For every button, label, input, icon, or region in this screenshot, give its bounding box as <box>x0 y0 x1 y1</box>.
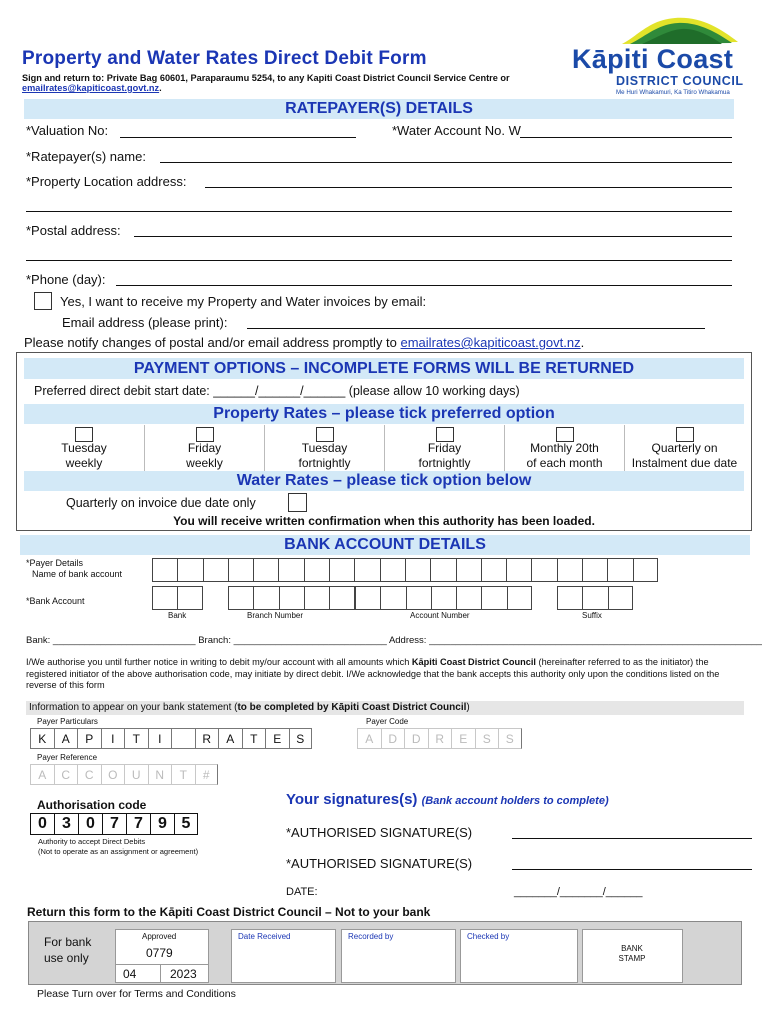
payer-reference-cell: U <box>124 764 148 785</box>
property-option-6 <box>624 425 744 471</box>
col-branch-label: Branch Number <box>247 611 304 620</box>
payer-reference-cell: # <box>195 764 219 785</box>
payer-reference-cell: A <box>30 764 54 785</box>
water-account-input[interactable] <box>520 137 732 138</box>
date-input[interactable]: _______/_______/______ <box>514 886 643 898</box>
bank-account-branch-box[interactable] <box>304 586 329 610</box>
payer-reference-cell: T <box>171 764 195 785</box>
phone-input[interactable] <box>116 285 732 286</box>
property-option-1 <box>24 425 144 471</box>
property-option-label: Friday weekly <box>186 441 223 470</box>
bank-account-branch-box[interactable] <box>228 586 253 610</box>
bank-account-account-box[interactable] <box>406 586 431 610</box>
payer-particulars-grid <box>30 728 312 749</box>
checked-by-label: Checked by <box>467 932 510 941</box>
bank-account-bank-box[interactable] <box>152 586 177 610</box>
payer-code-cell: R <box>428 728 452 749</box>
water-rates-heading: Water Rates – please tick option below <box>24 471 744 491</box>
payer-name-box[interactable] <box>456 558 481 582</box>
bank-account-account-box[interactable] <box>481 586 506 610</box>
authorisation-digit: 7 <box>126 813 150 835</box>
payer-reference-grid <box>30 764 218 785</box>
payer-name-box[interactable] <box>177 558 202 582</box>
bank-account-suffix-box[interactable] <box>608 586 633 610</box>
property-option-checkbox[interactable] <box>556 427 574 442</box>
payer-name-input[interactable] <box>152 558 658 582</box>
authorisation-digit: 0 <box>30 813 54 835</box>
bank-account-account-box[interactable] <box>431 586 456 610</box>
payer-particulars-cell: A <box>54 728 78 749</box>
email-address-input[interactable] <box>247 328 705 329</box>
start-date-label[interactable]: Preferred direct debit start date: ______/______/______ (please allow 10 working days) <box>34 384 520 398</box>
valuation-label: *Valuation No: <box>26 123 109 138</box>
phone-label: *Phone (day): <box>26 272 106 287</box>
payer-name-box[interactable] <box>582 558 607 582</box>
authorisation-digit: 0 <box>78 813 102 835</box>
authorisation-digit: 7 <box>102 813 126 835</box>
date-received-label: Date Received <box>238 932 291 941</box>
bank-account-account-box[interactable] <box>355 586 380 610</box>
payer-name-box[interactable] <box>253 558 278 582</box>
payer-particulars-cell: T <box>242 728 266 749</box>
bank-account-branch-box[interactable] <box>279 586 304 610</box>
signatures-heading: Your signatures(s) (Bank account holders to complete) <box>286 791 609 808</box>
turn-over-note: Please Turn over for Terms and Conditions <box>37 988 236 1000</box>
property-option-label: Tuesday weekly <box>61 441 107 470</box>
payer-particulars-cell: I <box>148 728 172 749</box>
payer-particulars-cell: A <box>218 728 242 749</box>
payer-name-box[interactable] <box>430 558 455 582</box>
water-option-checkbox[interactable] <box>288 493 307 512</box>
statement-info-bar: Information to appear on your bank statement (to be completed by Kāpiti Coast District Council) <box>26 701 744 715</box>
col-bank-label: Bank <box>168 611 187 620</box>
payer-name-box[interactable] <box>152 558 177 582</box>
property-option-label: Monthly 20th of each month <box>526 441 603 470</box>
payer-reference-label: Payer Reference <box>37 753 98 762</box>
water-account-label: *Water Account No. W <box>392 123 521 138</box>
authorisation-digit: 5 <box>174 813 198 835</box>
payer-reference-cell: C <box>54 764 78 785</box>
postal-address-input[interactable] <box>134 236 732 237</box>
bank-account-suffix-group <box>557 586 633 610</box>
date-label: DATE: <box>286 886 318 898</box>
bank-account-bank-box[interactable] <box>177 586 202 610</box>
property-option-2 <box>144 425 264 471</box>
email-opt-in-label: Yes, I want to receive my Property and Water invoices by email: <box>60 294 427 309</box>
return-email-link[interactable]: emailrates@kapiticoast.govt.nz <box>22 83 160 93</box>
recorded-by-label: Recorded by <box>348 932 394 941</box>
col-account-label: Account Number <box>410 611 470 620</box>
payer-code-cell: A <box>357 728 381 749</box>
payer-particulars-cell: R <box>195 728 219 749</box>
payer-code-cell: E <box>451 728 475 749</box>
property-location-input-line2[interactable] <box>26 211 732 212</box>
property-location-label: *Property Location address: <box>26 174 187 189</box>
payer-reference-cell: N <box>148 764 172 785</box>
approved-label: Approved <box>142 932 177 941</box>
payer-particulars-cell <box>171 728 195 749</box>
form-title: Property and Water Rates Direct Debit Form <box>22 48 427 69</box>
notify-text: Please notify changes of postal and/or email address promptly to emailrates@kapiticoast.govt.nz. <box>24 335 585 350</box>
postal-address-label: *Postal address: <box>26 223 121 238</box>
payer-reference-cell: C <box>77 764 101 785</box>
authorisation-code-digits <box>30 813 198 835</box>
email-opt-in-checkbox[interactable] <box>34 292 52 310</box>
bank-use-label: For bank use only <box>44 935 92 965</box>
property-option-4 <box>384 425 504 471</box>
authorisation-code-label: Authorisation code <box>37 798 147 812</box>
confirmation-note: You will receive written confirmation when this authority has been loaded. <box>173 514 595 528</box>
payer-name-box[interactable] <box>481 558 506 582</box>
valuation-input[interactable] <box>120 137 356 138</box>
bank-account-heading: BANK ACCOUNT DETAILS <box>20 535 750 555</box>
postal-address-input-line2[interactable] <box>26 260 732 261</box>
property-option-checkbox[interactable] <box>196 427 214 442</box>
property-rates-heading: Property Rates – please tick preferred option <box>24 404 744 424</box>
authorisation-digit: 3 <box>54 813 78 835</box>
approved-code: 0779 <box>146 946 173 960</box>
property-rates-options <box>24 425 744 471</box>
payer-particulars-cell: S <box>289 728 313 749</box>
payer-particulars-cell: P <box>77 728 101 749</box>
notify-email-link[interactable]: emailrates@kapiticoast.govt.nz <box>400 335 581 350</box>
payer-name-box[interactable] <box>506 558 531 582</box>
property-option-checkbox[interactable] <box>75 427 93 442</box>
payer-details-label: *Payer Details Name of bank account <box>26 558 123 579</box>
bank-account-account-box[interactable] <box>380 586 405 610</box>
payer-particulars-cell: T <box>124 728 148 749</box>
col-suffix-label: Suffix <box>582 611 602 620</box>
payer-name-box[interactable] <box>531 558 556 582</box>
approved-year: 2023 <box>170 967 197 981</box>
payer-name-box[interactable] <box>380 558 405 582</box>
signature-1-label: *AUTHORISED SIGNATURE(S) <box>286 825 473 840</box>
payer-particulars-cell: I <box>101 728 125 749</box>
logo-district-council: DISTRICT COUNCIL <box>616 74 744 88</box>
payer-code-cell: S <box>498 728 522 749</box>
payer-name-box[interactable] <box>228 558 253 582</box>
payer-name-box[interactable] <box>329 558 354 582</box>
bank-account-suffix-box[interactable] <box>582 586 607 610</box>
bank-account-suffix-box[interactable] <box>557 586 582 610</box>
payment-options-heading: PAYMENT OPTIONS – INCOMPLETE FORMS WILL BE RETURNED <box>24 358 744 379</box>
email-address-label: Email address (please print): <box>62 315 228 330</box>
approved-divider-v <box>160 964 161 983</box>
payer-reference-cell: O <box>101 764 125 785</box>
bank-account-account-box[interactable] <box>507 586 532 610</box>
authorisation-note: Authority to accept Direct Debits (Not to operate as an assignment or agreement) <box>38 837 199 856</box>
bank-account-branch-box[interactable] <box>329 586 354 610</box>
payer-name-box[interactable] <box>607 558 632 582</box>
payer-name-box[interactable] <box>354 558 379 582</box>
approved-divider <box>115 964 209 965</box>
payer-name-box[interactable] <box>405 558 430 582</box>
bank-stamp-label: BANK STAMP <box>618 944 646 963</box>
property-option-3 <box>264 425 384 471</box>
bank-branch-address-line[interactable]: Bank: ___________________________ Branch: _____________________________ Address: _______________________________________________________________ <box>26 635 762 646</box>
bank-account-account-box[interactable] <box>456 586 481 610</box>
payer-name-box[interactable] <box>278 558 303 582</box>
payer-particulars-cell: K <box>30 728 54 749</box>
payer-name-box[interactable] <box>304 558 329 582</box>
bank-account-branch-box[interactable] <box>253 586 278 610</box>
ratepayer-name-input[interactable] <box>160 162 732 163</box>
property-option-checkbox[interactable] <box>676 427 694 442</box>
return-instructions: Sign and return to: Private Bag 60601, Paraparaumu 5254, to any Kapiti Coast District Council Service Centre or emailrates@kapiticoast.govt.nz. <box>22 73 510 93</box>
payer-code-cell: D <box>404 728 428 749</box>
logo-wordmark: Kāpiti Coast <box>572 44 734 74</box>
property-option-checkbox[interactable] <box>316 427 334 442</box>
bank-account-account-group <box>355 586 532 610</box>
payer-code-label: Payer Code <box>366 717 409 726</box>
payer-name-box[interactable] <box>633 558 658 582</box>
ratepayer-name-label: *Ratepayer(s) name: <box>26 149 146 164</box>
bank-account-label: *Bank Account <box>26 596 85 606</box>
payer-code-grid <box>357 728 522 749</box>
payer-name-box[interactable] <box>557 558 582 582</box>
payer-name-box[interactable] <box>203 558 228 582</box>
property-option-5 <box>504 425 624 471</box>
signature-2-label: *AUTHORISED SIGNATURE(S) <box>286 856 473 871</box>
logo-tagline: Me Huri Whakamuri, Ka Titiro Whakamua <box>616 89 730 96</box>
property-option-label: Quarterly on Instalment due date <box>631 441 738 470</box>
signature-2-input[interactable] <box>512 869 752 870</box>
approved-month: 04 <box>123 967 137 981</box>
property-option-label: Friday fortnightly <box>418 441 471 470</box>
payer-code-cell: D <box>381 728 405 749</box>
signature-1-input[interactable] <box>512 838 752 839</box>
return-note: Return this form to the Kāpiti Coast District Council – Not to your bank <box>27 905 431 919</box>
payer-particulars-label: Payer Particulars <box>37 717 98 726</box>
ratepayer-heading: RATEPAYER(S) DETAILS <box>24 99 734 119</box>
water-option-label: Quarterly on invoice due date only <box>66 496 256 510</box>
authorisation-digit: 9 <box>150 813 174 835</box>
property-location-input[interactable] <box>205 187 732 188</box>
payer-particulars-cell: E <box>265 728 289 749</box>
council-logo-icon <box>620 14 740 46</box>
property-option-label: Tuesday fortnightly <box>298 441 351 470</box>
property-option-checkbox[interactable] <box>436 427 454 442</box>
authorisation-paragraph: I/We authorise you until further notice in writing to debit my/our account with all amounts which Kāpiti Coast District Council (hereinafter referred to as the initiator) the registered initiator of the above authorisation code, may initiate by direct debit. I/We acknowledge that the bank accepts this authority only upon the conditions listed on the reverse of this form <box>26 657 720 690</box>
payer-code-cell: S <box>475 728 499 749</box>
bank-account-bank-group <box>152 586 203 610</box>
